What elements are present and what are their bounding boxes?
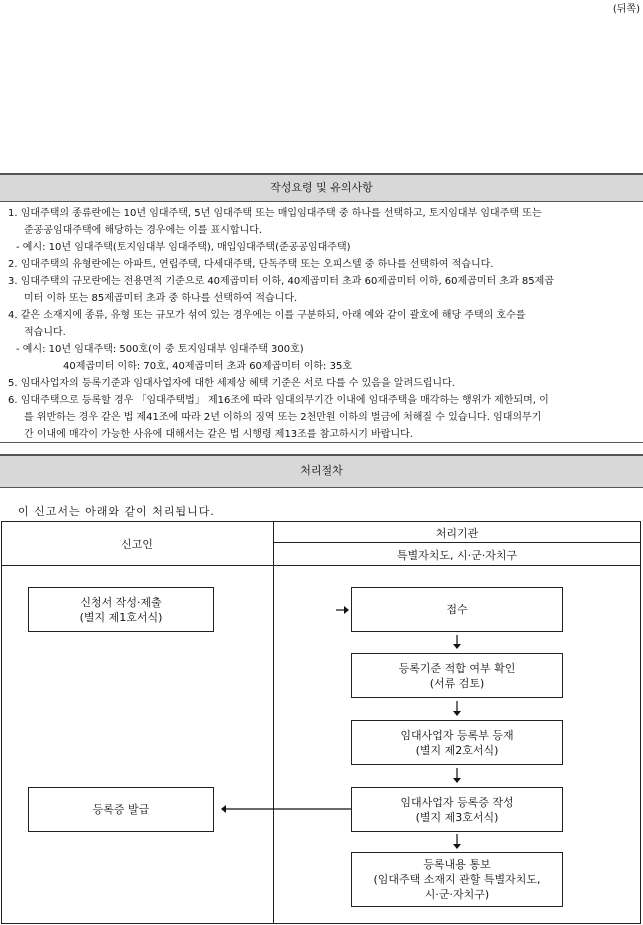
note-line: 2. 임대주택의 유형란에는 아파트, 연립주택, 다세대주택, 단독주택 또는 오피스텔 중 하나를 선택하여 적습니다. bbox=[8, 259, 494, 270]
certificate-issue-box bbox=[28, 787, 214, 832]
box-text: (별지 제1호서식) bbox=[79, 610, 163, 624]
note-line: 적습니다. bbox=[24, 327, 66, 338]
guide-title: 작성요령 및 유의사항 bbox=[270, 181, 373, 194]
box-text: 임대사업자 등록부 등재 bbox=[400, 728, 514, 742]
note-line: 를 위반하는 경우 같은 법 제41조에 따라 2년 이하의 징역 또는 2천만원 이하의 벌금에 처해질 수 있습니다. 임대의무기 bbox=[24, 412, 542, 423]
agency-header: 처리기관 bbox=[435, 527, 479, 540]
box-text: 등록기준 적합 여부 확인 bbox=[398, 661, 516, 675]
arrow-right-icon bbox=[336, 604, 350, 616]
note-line: 1. 임대주택의 종류란에는 10년 임대주택, 5년 임대주택 또는 매입임대주택 중 하나를 선택하고, 토지임대부 임대주택 또는 bbox=[8, 208, 542, 219]
application-submit-box bbox=[28, 587, 214, 632]
guide-title-bar bbox=[0, 173, 643, 202]
procedure-intro: 이 신고서는 아래와 같이 처리됩니다. bbox=[18, 505, 215, 518]
agency-subheader: 특별자치도, 시·군·자치구 bbox=[396, 549, 518, 562]
note-line: - 예시: 10년 임대주택: 500호(이 중 토지임대부 임대주택 300호) bbox=[16, 344, 304, 355]
criteria-check-box bbox=[351, 653, 563, 698]
notify-box bbox=[351, 852, 563, 907]
arrow-down-icon bbox=[451, 635, 463, 650]
note-line: 준공공임대주택에 해당하는 경우에는 이를 표시합니다. bbox=[24, 225, 263, 236]
arrow-down-icon bbox=[451, 701, 463, 717]
back-side-label: (뒤쪽) bbox=[612, 4, 640, 15]
box-text: 신청서 작성·제출 bbox=[80, 595, 162, 609]
register-entry-box bbox=[351, 720, 563, 765]
note-line: 5. 임대사업자의 등록기준과 임대사업자에 대한 세제상 혜택 기준은 서로 다를 수 있음을 알려드립니다. bbox=[8, 378, 455, 389]
header-row-divider bbox=[1, 565, 641, 566]
note-line: 4. 같은 소재지에 종류, 유형 또는 규모가 섞여 있는 경우에는 이를 구분하되, 아래 예와 같이 괄호에 해당 주택의 호수를 bbox=[8, 310, 526, 321]
certificate-prepare-box bbox=[351, 787, 563, 832]
note-line: 간 이내에 매각이 가능한 사유에 대해서는 같은 법 시행령 제13조를 참고하시기 바랍니다. bbox=[24, 429, 413, 440]
box-text: (별지 제2호서식) bbox=[415, 743, 499, 757]
box-text: (별지 제3호서식) bbox=[415, 810, 499, 824]
guide-notes bbox=[8, 205, 638, 443]
arrow-down-icon bbox=[451, 834, 463, 850]
note-line: 40제곱미터 이하: 70호, 40제곱미터 초과 60제곱미터 이하: 35호 bbox=[63, 361, 352, 372]
receive-box bbox=[351, 587, 563, 632]
column-divider bbox=[273, 521, 274, 924]
procedure-title-bar bbox=[0, 454, 643, 488]
box-text: (임대주택 소재지 관할 특별자치도, bbox=[373, 873, 541, 886]
divider bbox=[0, 442, 643, 443]
note-line: 미터 이하 또는 85제곱미터 초과 중 하나를 선택하여 적습니다. bbox=[24, 293, 298, 304]
agency-header-divider bbox=[273, 542, 641, 543]
box-text: 임대사업자 등록증 작성 bbox=[400, 795, 514, 809]
box-text: 시·군·자치구) bbox=[424, 888, 490, 901]
note-line: - 예시: 10년 임대주택(토지임대부 임대주택), 매입임대주택(준공공임대주택) bbox=[16, 242, 351, 253]
box-text: 접수 bbox=[446, 603, 468, 616]
note-line: 3. 임대주택의 규모란에는 전용면적 기준으로 40제곱미터 이하, 40제곱미터 초과 60제곱미터 이하, 60제곱미터 초과 85제곱 bbox=[8, 276, 554, 287]
procedure-title: 처리절차 bbox=[300, 464, 343, 477]
box-text: 등록증 발급 bbox=[92, 803, 150, 816]
box-text: 등록내용 통보 bbox=[423, 858, 491, 871]
note-line: 6. 임대주택으로 등록할 경우 「임대주택법」 제16조에 따라 임대의무기간 이내에 임대주택을 매각하는 행위가 제한되며, 이 bbox=[8, 395, 549, 406]
arrow-down-icon bbox=[451, 768, 463, 784]
arrow-left-icon bbox=[220, 803, 352, 815]
applicant-header: 신고인 bbox=[121, 538, 153, 551]
box-text: (서류 검토) bbox=[429, 676, 485, 690]
